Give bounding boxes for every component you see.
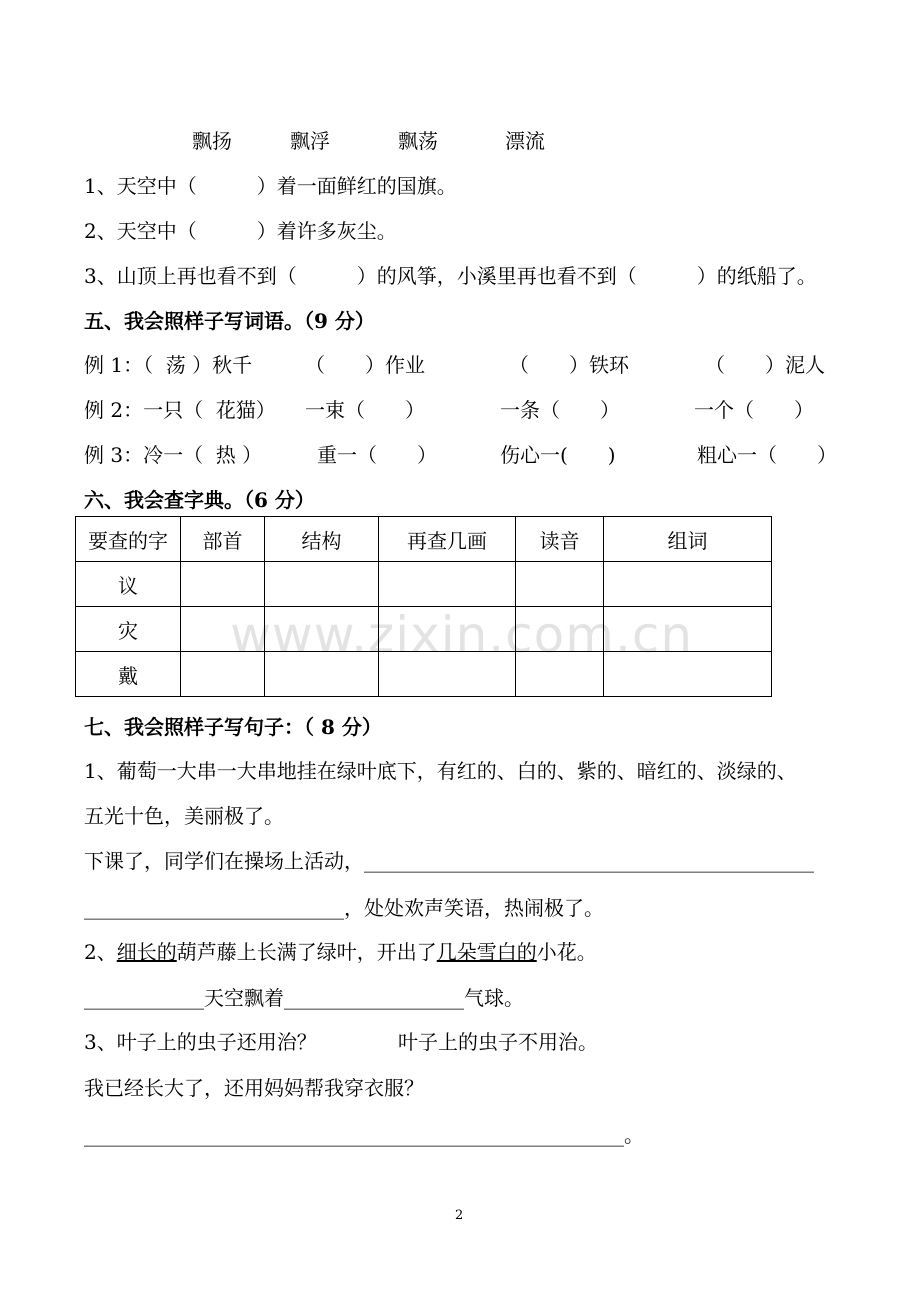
underlined-phrase: 几朵雪白的 bbox=[436, 940, 537, 964]
s5-r2-c3: 一条（ ） bbox=[500, 398, 620, 422]
answer-cell[interactable] bbox=[604, 607, 772, 652]
table-header: 部首 bbox=[181, 517, 265, 562]
table-row bbox=[76, 652, 772, 697]
word-bank-4: 漂流 bbox=[505, 129, 545, 153]
table-header: 再查几画 bbox=[379, 517, 516, 562]
s5-r3-c3: 伤心一( ) bbox=[500, 443, 616, 467]
s5-r1-c1: 例 1：（ 荡 ）秋千 bbox=[84, 353, 253, 377]
s7-task1-line2 bbox=[84, 895, 604, 921]
fill-sentence-2: 2、天空中（ ）着许多灰尘。 bbox=[84, 219, 397, 243]
table-header: 要查的字 bbox=[76, 517, 181, 562]
page-number: 2 bbox=[455, 1208, 464, 1223]
s7-example2-end: 小花。 bbox=[536, 940, 597, 964]
s5-r2-c2: 一束（ ） bbox=[305, 398, 425, 422]
s7-task2-tail: 气球。 bbox=[464, 986, 524, 1010]
answer-cell[interactable] bbox=[265, 607, 379, 652]
word-bank-2: 飘浮 bbox=[290, 129, 330, 153]
s7-example3-answer: 叶子上的虫子不用治。 bbox=[398, 1030, 598, 1054]
answer-cell[interactable] bbox=[516, 652, 604, 697]
watermark: www.zixin.com.cn bbox=[230, 606, 694, 664]
lookup-char: 戴 bbox=[76, 652, 181, 697]
s5-r3-c2: 重一（ ） bbox=[317, 443, 437, 467]
answer-cell[interactable] bbox=[265, 562, 379, 607]
answer-cell[interactable] bbox=[379, 607, 516, 652]
s5-r1-c3: （ ）铁环 bbox=[509, 353, 629, 377]
answer-cell[interactable] bbox=[516, 607, 604, 652]
section7-title: 七、我会照样子写句子：（ 8 分） bbox=[84, 715, 382, 739]
s7-example2-prefix: 2、 bbox=[84, 940, 117, 964]
answer-cell[interactable] bbox=[181, 562, 265, 607]
table-header: 读音 bbox=[516, 517, 604, 562]
word-bank-3: 飘荡 bbox=[398, 129, 438, 153]
s7-example1-line2: 五光十色，美丽极了。 bbox=[84, 804, 284, 828]
table-row bbox=[76, 607, 772, 652]
s7-task2-text: 天空飘着 bbox=[204, 986, 284, 1010]
s7-task1-line1 bbox=[84, 848, 814, 874]
table-header-row bbox=[76, 517, 772, 562]
fill-sentence-1: 1、天空中（ ）着一面鲜红的国旗。 bbox=[84, 174, 457, 198]
table-header: 结构 bbox=[265, 517, 379, 562]
s5-r1-c4: （ ）泥人 bbox=[705, 353, 825, 377]
section6-title: 六、我会查字典。（6 分） bbox=[84, 488, 315, 512]
answer-blank[interactable]: __________________________ bbox=[84, 896, 344, 920]
s5-r2-c4: 一个（ ） bbox=[694, 398, 814, 422]
s7-example3-question: 3、叶子上的虫子还用治？ bbox=[84, 1030, 317, 1054]
s5-r1-c2: （ ）作业 bbox=[305, 353, 425, 377]
s5-r2-c1: 例 2：一只（ 花猫） bbox=[84, 398, 276, 422]
answer-blank[interactable]: ______________________________________________________ bbox=[84, 1123, 624, 1147]
answer-cell[interactable] bbox=[604, 562, 772, 607]
dictionary-table bbox=[75, 516, 772, 697]
answer-cell[interactable] bbox=[181, 607, 265, 652]
section5-title: 五、我会照样子写词语。（9 分） bbox=[84, 309, 375, 333]
s7-task3-prompt: 我已经长大了，还用妈妈帮我穿衣服？ bbox=[84, 1076, 424, 1100]
answer-cell[interactable] bbox=[516, 562, 604, 607]
answer-cell[interactable] bbox=[379, 652, 516, 697]
s7-task2 bbox=[84, 985, 524, 1011]
word-bank-1: 飘扬 bbox=[192, 129, 232, 153]
answer-cell[interactable] bbox=[604, 652, 772, 697]
s7-task1-prompt: 下课了，同学们在操场上活动， bbox=[84, 849, 364, 873]
answer-cell[interactable] bbox=[379, 562, 516, 607]
s7-task3-line bbox=[84, 1122, 644, 1148]
answer-blank[interactable]: __________________ bbox=[284, 986, 464, 1010]
s5-r3-c4: 粗心一（ ） bbox=[697, 443, 837, 467]
answer-blank[interactable]: ____________ bbox=[84, 986, 204, 1010]
fill-sentence-3: 3、山顶上再也看不到（ ）的风筝，小溪里再也看不到（ ）的纸船了。 bbox=[84, 264, 817, 288]
table-header: 组词 bbox=[604, 517, 772, 562]
lookup-char: 灾 bbox=[76, 607, 181, 652]
answer-blank[interactable]: _____________________________________________ bbox=[364, 849, 814, 873]
answer-cell[interactable] bbox=[265, 652, 379, 697]
s7-example1-line1: 1、葡萄一大串一大串地挂在绿叶底下，有红的、白的、紫的、暗红的、淡绿的、 bbox=[84, 759, 797, 783]
table-row bbox=[76, 562, 772, 607]
lookup-char: 议 bbox=[76, 562, 181, 607]
s7-task1-end: ，处处欢声笑语，热闹极了。 bbox=[344, 896, 604, 920]
answer-cell[interactable] bbox=[181, 652, 265, 697]
underlined-phrase: 细长的 bbox=[116, 940, 177, 964]
s5-r3-c1: 例 3：冷一（ 热 ） bbox=[84, 443, 263, 467]
s7-example2 bbox=[84, 939, 597, 965]
s7-example2-mid: 葫芦藤上长满了绿叶，开出了 bbox=[176, 940, 437, 964]
s7-task3-end: 。 bbox=[624, 1123, 644, 1147]
